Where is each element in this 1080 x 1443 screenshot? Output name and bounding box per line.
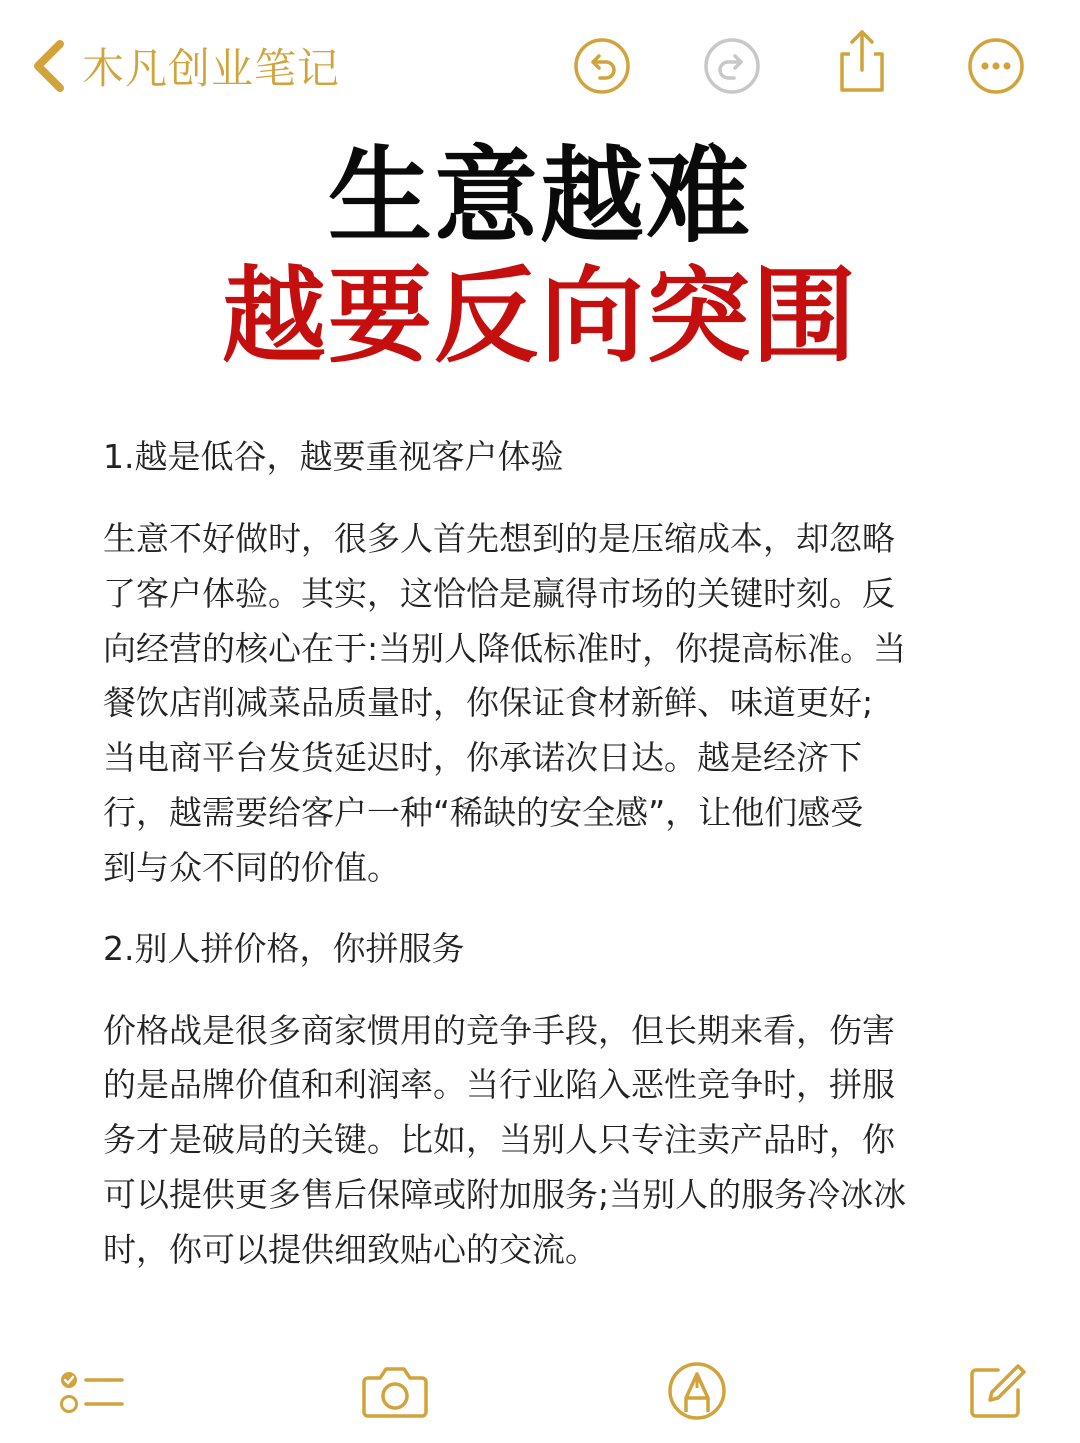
compose-button[interactable] <box>964 1358 1030 1424</box>
paragraph-line: 生意不好做时，很多人首先想到的是压缩成本，却忽略 <box>103 519 895 558</box>
paragraph-line: 价格战是很多商家惯用的竞争手段，但长期来看，伤害 <box>103 1010 895 1050</box>
more-icon <box>966 36 1026 96</box>
paragraph-line: 可以提供更多售后保障或附加服务;当别人的服务冷冰冰 <box>103 1174 907 1214</box>
paragraph-line: 了客户体验。其实，这恰恰是赢得市场的关键时刻。反 <box>103 573 895 613</box>
undo-button[interactable] <box>572 36 632 96</box>
redo-button[interactable] <box>702 36 762 96</box>
note-body[interactable] <box>103 430 1003 1304</box>
paragraph-line: 向经营的核心在于:当别人降低标准时，你提高标准。当 <box>103 628 907 668</box>
bottom-toolbar <box>0 1350 1080 1430</box>
redo-icon <box>702 36 762 96</box>
headline-line-2: 越要反向突围 <box>221 255 858 377</box>
paragraph-line: 行，越需要给客户一种“稀缺的安全感”，让他们感受 <box>103 792 864 832</box>
paragraph-line: 餐饮店削减菜品质量时，你保证食材新鲜、味道更好; <box>103 683 874 723</box>
section-heading: 1.越是低谷，越要重视客户体验 <box>103 437 564 476</box>
paragraph-line: 务才是破局的关键。比如，当别人只专注卖产品时，你 <box>103 1120 895 1160</box>
paragraph-line: 到与众不同的价值。 <box>103 847 400 887</box>
share-button[interactable] <box>832 26 892 96</box>
headline-line-1: 生意越难 <box>327 135 752 257</box>
more-button[interactable] <box>966 36 1026 96</box>
paragraph-line: 时，你可以提供细致贴心的交流。 <box>103 1229 598 1269</box>
markup-pen-icon <box>664 1358 730 1424</box>
section-heading: 2.别人拼价格，你拼服务 <box>103 928 465 968</box>
paragraph-line: 当电商平台发货延迟时，你承诺次日达。越是经济下 <box>103 738 862 778</box>
checklist-button[interactable] <box>58 1358 124 1424</box>
checklist-icon <box>58 1358 124 1424</box>
paragraph-line: 的是品牌价值和利润率。当行业陷入恶性竞争时，拼服 <box>103 1065 895 1105</box>
section-paragraph <box>103 1004 1003 1278</box>
camera-icon <box>360 1358 430 1424</box>
section-paragraph <box>103 512 1003 896</box>
markup-button[interactable] <box>664 1358 730 1424</box>
camera-button[interactable] <box>360 1358 430 1424</box>
chevron-left-icon <box>28 36 68 96</box>
share-icon <box>832 26 892 96</box>
compose-icon <box>964 1358 1030 1424</box>
undo-icon <box>572 36 632 96</box>
navigation-bar <box>0 0 1080 132</box>
back-button[interactable] <box>28 34 340 98</box>
back-label: 木凡创业笔记 <box>82 44 341 93</box>
